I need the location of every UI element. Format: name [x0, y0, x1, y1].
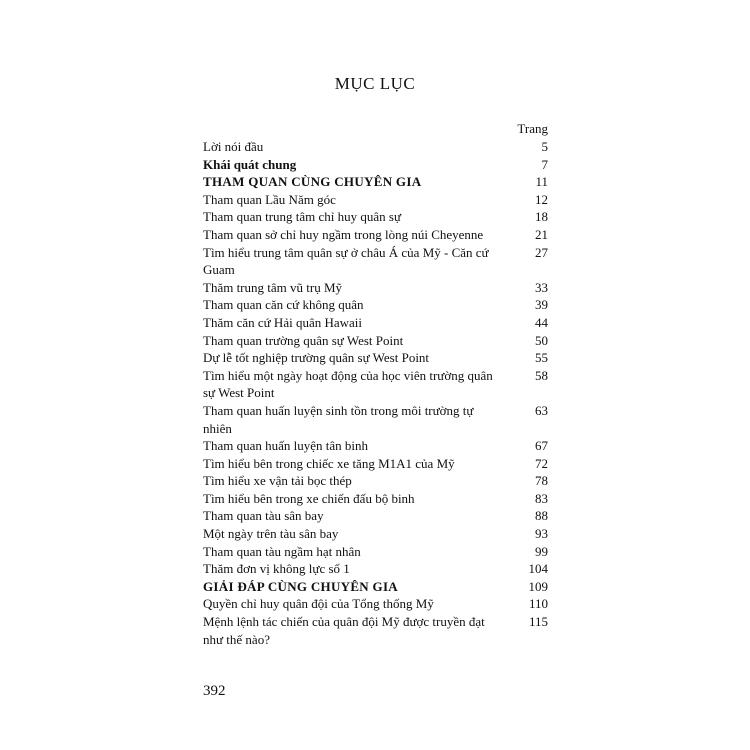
- toc-entry-title: Lời nói đầu: [203, 139, 264, 154]
- toc-entry: [203, 314, 548, 332]
- toc-entry-title: Thăm đơn vị không lực số 1: [203, 561, 350, 577]
- toc-entry-page: 110: [528, 596, 548, 612]
- toc-entry: [203, 472, 548, 490]
- page-number: 392: [203, 683, 226, 699]
- toc-entry: [203, 525, 548, 543]
- toc-entry-page: 5: [541, 139, 548, 154]
- toc-entry-title: Dự lễ tốt nghiệp trường quân sự West Point: [203, 350, 430, 366]
- toc-entry-page: 7: [541, 156, 548, 172]
- toc-entry: [203, 279, 548, 297]
- toc-entry: [203, 402, 548, 437]
- toc-entry-title: Tham quan căn cứ không quân: [203, 297, 364, 313]
- toc-entry-title: Mệnh lệnh tác chiến của quân đội Mỹ được truyền đạt như thế nào?: [203, 614, 485, 647]
- toc-entry: [203, 367, 548, 402]
- toc-entry-title: THAM QUAN CÙNG CHUYÊN GIA: [203, 174, 422, 190]
- toc-entry: [203, 226, 548, 244]
- toc-entry-page: 72: [535, 455, 548, 471]
- toc-entry-title: Tham quan tàu ngầm hạt nhân: [203, 543, 361, 559]
- toc-entry: [203, 595, 548, 613]
- toc-entry-title: Tìm hiểu bên trong xe chiến đấu bộ binh: [203, 490, 415, 506]
- toc-entry-title: Một ngày trên tàu sân bay: [203, 526, 339, 542]
- toc-entry-page: 50: [535, 332, 548, 348]
- toc-entry: [203, 138, 548, 156]
- toc-entry-title: GIẢI ĐÁP CÙNG CHUYÊN GIA: [203, 578, 398, 594]
- toc-entry-title: Tìm hiểu xe vận tải bọc thép: [203, 473, 352, 489]
- toc-entry-page: 18: [535, 209, 548, 225]
- toc-entry-title: Tham quan sở chỉ huy ngầm trong lòng núi Cheyenne: [203, 226, 484, 242]
- toc-entry-page: 44: [535, 314, 548, 330]
- toc-entry: [203, 332, 548, 350]
- toc-entry-page: 104: [528, 561, 548, 577]
- toc-entry-page: 88: [535, 508, 548, 524]
- toc-entry: [203, 208, 548, 226]
- toc-entry: [203, 490, 548, 508]
- page-title: MỤC LỤC: [334, 74, 416, 93]
- toc-entry-page: 33: [535, 279, 548, 295]
- table-of-contents: [203, 138, 548, 648]
- toc-entry-page: 99: [535, 543, 548, 559]
- toc-entry-title: Thăm căn cứ Hải quân Hawaii: [203, 314, 363, 330]
- toc-entry: [203, 437, 548, 455]
- toc-entry-page: 78: [535, 473, 548, 489]
- toc-entry-page: 63: [535, 402, 548, 418]
- toc-entry-title: Khái quát chung: [203, 156, 297, 172]
- toc-entry-title: Tham quan Lầu Năm góc: [203, 191, 336, 207]
- toc-entry-title: Tham quan trung tâm chỉ huy quân sự: [203, 209, 402, 225]
- toc-entry-page: 12: [535, 191, 548, 207]
- toc-entry: [203, 349, 548, 367]
- toc-entry-title: Tìm hiểu bên trong chiếc xe tăng M1A1 của Mỹ: [203, 455, 455, 471]
- toc-entry: [203, 507, 548, 525]
- toc-entry-title: Tìm hiểu một ngày hoạt động của học viên trường quân sự West Point: [203, 367, 493, 401]
- toc-entry: [203, 156, 548, 174]
- toc-entry-page: 11: [535, 174, 548, 190]
- toc-entry-page: 39: [535, 297, 548, 313]
- toc-entry: [203, 560, 548, 578]
- toc-entry-page: 83: [535, 490, 548, 506]
- toc-entry-page: 109: [528, 578, 548, 594]
- toc-entry-page: 67: [535, 438, 548, 454]
- toc-entry: [203, 455, 548, 473]
- toc-entry-title: Thăm trung tâm vũ trụ Mỹ: [203, 279, 343, 295]
- toc-entry: [203, 578, 548, 596]
- toc-entry: [203, 543, 548, 561]
- toc-entry-page: 55: [535, 350, 548, 366]
- page-column-header: Trang: [517, 121, 548, 136]
- toc-entry-page: 115: [528, 614, 548, 630]
- toc-entry-title: Tham quan tàu sân bay: [203, 508, 324, 524]
- toc-entry-title: Tham quan huấn luyện sinh tồn trong môi trường tự nhiên: [203, 402, 474, 436]
- toc-entry-title: Tham quan trường quân sự West Point: [203, 332, 404, 348]
- toc-entry-page: 27: [535, 244, 548, 260]
- toc-entry-page: 58: [535, 367, 548, 383]
- toc-entry-title: Quyền chỉ huy quân đội của Tổng thống Mỹ: [203, 596, 434, 612]
- toc-entry: [203, 244, 548, 279]
- toc-entry-page: 21: [535, 226, 548, 242]
- toc-entry-title: Tìm hiểu trung tâm quân sự ở châu Á của Mỹ - Căn cứ Guam: [203, 244, 489, 278]
- toc-entry-title: Tham quan huấn luyện tân binh: [203, 438, 368, 454]
- toc-entry: [203, 296, 548, 314]
- toc-entry-page: 93: [535, 526, 548, 542]
- toc-entry: [203, 191, 548, 209]
- toc-entry: [203, 613, 548, 648]
- toc-entry: [203, 173, 548, 191]
